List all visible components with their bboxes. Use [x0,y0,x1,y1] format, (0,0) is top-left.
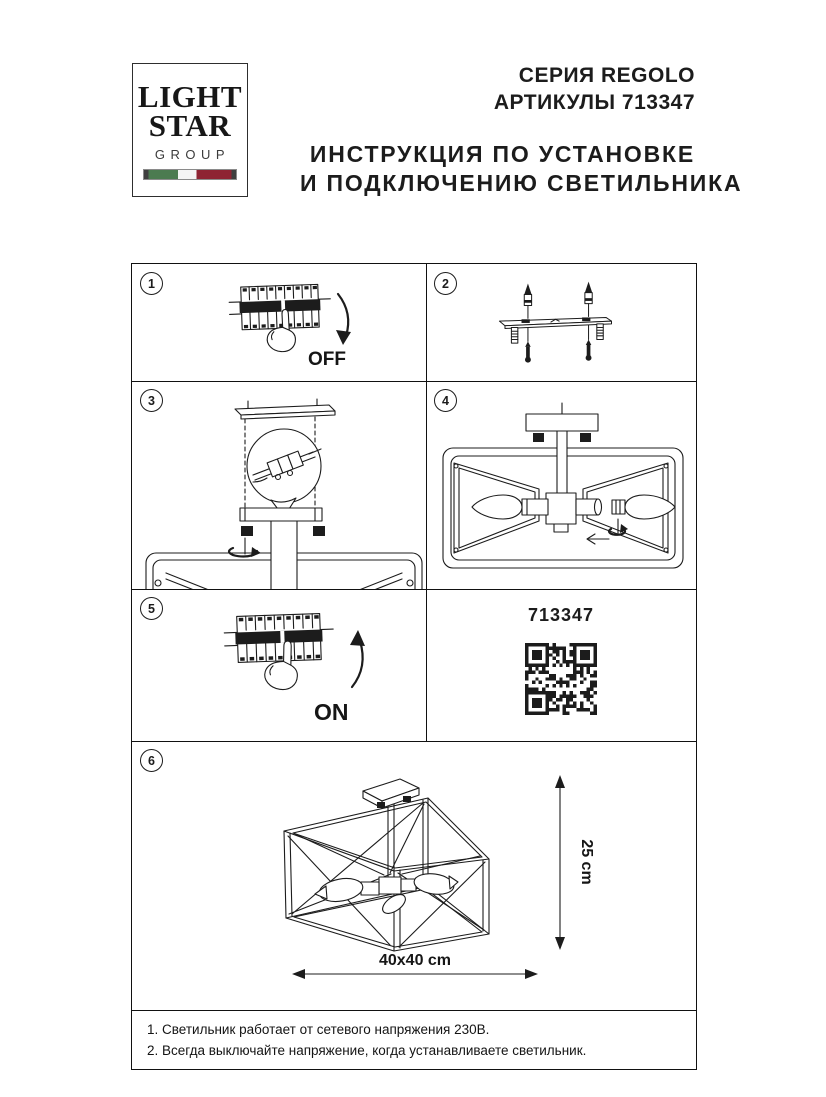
step3-number-badge: 3 [140,389,163,412]
center-column [271,521,297,589]
circuit-breaker-icon [224,613,335,663]
notes-panel [132,1010,696,1069]
qr-panel [426,589,696,741]
italian-flag-bar [143,169,237,180]
step3-panel [132,381,426,589]
dimension-arrow-horizontal [292,952,538,979]
article-numbers: АРТИКУЛЫ 713347 [493,91,695,114]
document-title-line1: ИНСТРУКЦИЯ ПО УСТАНОВКЕ [309,141,695,167]
dimension-arrow-vertical [555,775,595,950]
note-line-1: 1. Светильник работает от сетевого напряжения 230В. [147,1022,490,1037]
wiring-detail-illustration [132,381,426,589]
wall-plug-icon [585,282,592,293]
wall-plug-icon [524,283,531,294]
logo-word-light: LIGHT [137,79,243,114]
steps-grid [131,263,697,1070]
stem [557,431,567,495]
insert-direction-arrow [587,534,609,544]
document-title-line2: И ПОДКЛЮЧЕНИЮ СВЕТИЛЬНИКА [300,170,743,196]
series-name: СЕРИЯ REGOLO [518,64,695,87]
step5-number-badge: 5 [140,597,163,620]
candle-bulb-icon [472,495,522,519]
base-dimension-label: 40x40 cm [378,952,452,969]
lamp-hub [546,493,576,524]
circuit-breaker-icon [229,284,332,330]
arrow-head [350,630,365,646]
screw-icon [525,339,591,362]
on-label: ON [314,699,349,725]
mounting-plate-illustration [426,264,696,381]
off-label: OFF [308,349,346,370]
crossbar [240,508,322,521]
header [300,62,743,198]
step6-panel [132,741,696,1010]
article-number: 713347 [527,605,595,625]
step1-number-badge: 1 [140,272,163,295]
switch-down-arrow [338,294,348,336]
step5-panel [132,589,426,741]
step6-number-badge: 6 [140,749,163,772]
fastening-nut [241,526,253,536]
fastening-nut [313,526,325,536]
fixture-dimensions-illustration [132,741,696,1010]
lamp-hub [379,877,401,894]
step2-number-badge: 2 [434,272,457,295]
logo-word-star: STAR [148,108,232,143]
fixture-perspective-drawing [284,798,489,951]
height-dimension-label: 25 cm [578,839,595,885]
note-line-2: 2. Всегда выключайте напряжение, когда устанавливаете светильник. [147,1043,587,1058]
step4-number-badge: 4 [434,389,457,412]
step1-panel [132,264,426,381]
logo-word-group: GROUP [154,147,231,162]
candle-bulb-icon [413,871,455,896]
lightstar-logo [132,63,248,197]
breaker-off-illustration [132,264,426,381]
breaker-on-illustration [132,589,426,741]
bulb-install-illustration [426,381,696,589]
switch-up-arrow [352,641,363,687]
qr-code [525,643,597,715]
canopy [526,414,598,431]
arrow-head [336,330,351,345]
step4-panel [426,381,696,589]
step2-panel [426,264,696,381]
